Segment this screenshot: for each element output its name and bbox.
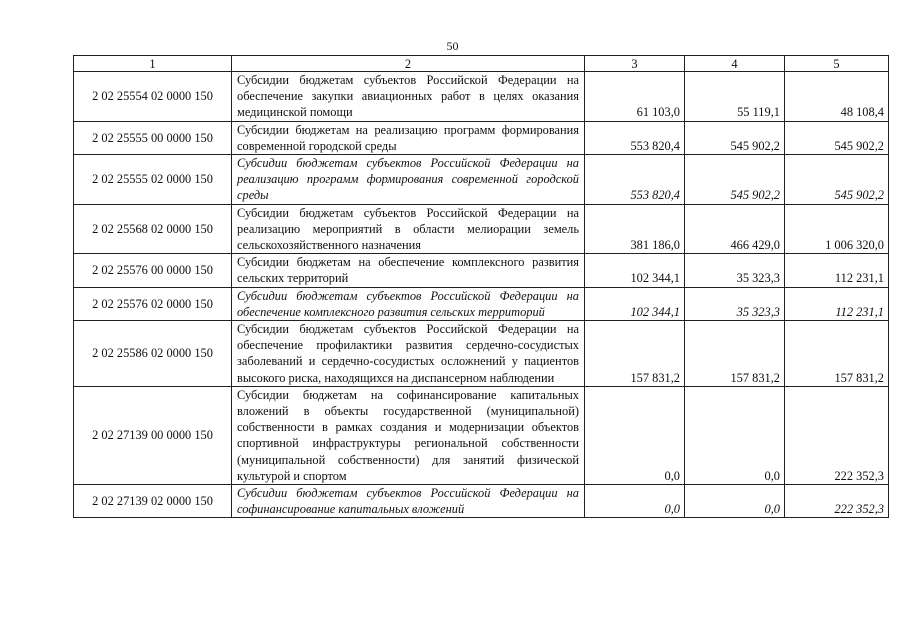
budget-code: 2 02 27139 02 0000 150 xyxy=(74,485,232,518)
row-description: Субсидии бюджетам субъектов Российской Федерации на реализацию мероприятий в области мелиорации земель сельскохозяйственного назначения xyxy=(232,204,585,254)
value-col-3: 157 831,2 xyxy=(585,321,685,387)
page-number: 50 xyxy=(446,39,459,53)
value-col-4: 35 323,3 xyxy=(685,254,785,287)
value-col-4: 545 902,2 xyxy=(685,155,785,205)
value-col-5: 157 831,2 xyxy=(785,321,889,387)
table-row xyxy=(74,485,889,518)
table-row xyxy=(74,386,889,484)
value-col-4: 55 119,1 xyxy=(685,72,785,122)
value-col-4: 0,0 xyxy=(685,485,785,518)
value-col-4: 157 831,2 xyxy=(685,321,785,387)
value-col-4: 0,0 xyxy=(685,386,785,484)
value-col-4: 35 323,3 xyxy=(685,287,785,320)
row-description: Субсидии бюджетам субъектов Российской Федерации на реализацию программ формирования современной городской среды xyxy=(232,155,585,205)
budget-code: 2 02 25576 02 0000 150 xyxy=(74,287,232,320)
value-col-3: 102 344,1 xyxy=(585,254,685,287)
value-col-3: 61 103,0 xyxy=(585,72,685,122)
row-description: Субсидии бюджетам на софинансирование капитальных вложений в объекты государственной (муниципальной) собственности в рамках создания и модернизации объектов спортивной инфраструктуры региональной собственности (муниципальной собственности) для занятий физической культурой и спортом xyxy=(232,386,585,484)
table-row xyxy=(74,121,889,154)
value-col-5: 222 352,3 xyxy=(785,386,889,484)
budget-table xyxy=(73,55,889,518)
value-col-4: 466 429,0 xyxy=(685,204,785,254)
row-description: Субсидии бюджетам субъектов Российской Федерации на обеспечение комплексного развития сельских территорий xyxy=(232,287,585,320)
table-row xyxy=(74,204,889,254)
table-row xyxy=(74,287,889,320)
value-col-3: 553 820,4 xyxy=(585,121,685,154)
value-col-3: 102 344,1 xyxy=(585,287,685,320)
row-description: Субсидии бюджетам субъектов Российской Федерации на обеспечение профилактики развития сердечно-сосудистых заболеваний и сердечно-сосудистых осложнений у пациентов высокого риска, находящихся на диспансерном наблюдении xyxy=(232,321,585,387)
column-header-4: 4 xyxy=(685,56,785,72)
row-description: Субсидии бюджетам субъектов Российской Федерации на обеспечение закупки авиационных работ в целях оказания медицинской помощи xyxy=(232,72,585,122)
budget-code: 2 02 25568 02 0000 150 xyxy=(74,204,232,254)
value-col-3: 553 820,4 xyxy=(585,155,685,205)
budget-code: 2 02 25576 00 0000 150 xyxy=(74,254,232,287)
budget-code: 2 02 25555 02 0000 150 xyxy=(74,155,232,205)
value-col-5: 545 902,2 xyxy=(785,155,889,205)
value-col-4: 545 902,2 xyxy=(685,121,785,154)
table-row xyxy=(74,155,889,205)
row-description: Субсидии бюджетам на реализацию программ формирования современной городской среды xyxy=(232,121,585,154)
column-header-2: 2 xyxy=(232,56,585,72)
value-col-5: 112 231,1 xyxy=(785,287,889,320)
value-col-3: 0,0 xyxy=(585,386,685,484)
budget-code: 2 02 25554 02 0000 150 xyxy=(74,72,232,122)
value-col-3: 381 186,0 xyxy=(585,204,685,254)
table-row xyxy=(74,72,889,122)
value-col-3: 0,0 xyxy=(585,485,685,518)
value-col-5: 222 352,3 xyxy=(785,485,889,518)
header-row xyxy=(74,56,889,72)
value-col-5: 48 108,4 xyxy=(785,72,889,122)
budget-code: 2 02 25586 02 0000 150 xyxy=(74,321,232,387)
value-col-5: 112 231,1 xyxy=(785,254,889,287)
row-description: Субсидии бюджетам на обеспечение комплексного развития сельских территорий xyxy=(232,254,585,287)
column-header-1: 1 xyxy=(74,56,232,72)
row-description: Субсидии бюджетам субъектов Российской Федерации на софинансирование капитальных вложений xyxy=(232,485,585,518)
value-col-5: 545 902,2 xyxy=(785,121,889,154)
value-col-5: 1 006 320,0 xyxy=(785,204,889,254)
column-header-5: 5 xyxy=(785,56,889,72)
table-row xyxy=(74,254,889,287)
budget-code: 2 02 27139 00 0000 150 xyxy=(74,386,232,484)
budget-code: 2 02 25555 00 0000 150 xyxy=(74,121,232,154)
table-row xyxy=(74,321,889,387)
column-header-3: 3 xyxy=(585,56,685,72)
